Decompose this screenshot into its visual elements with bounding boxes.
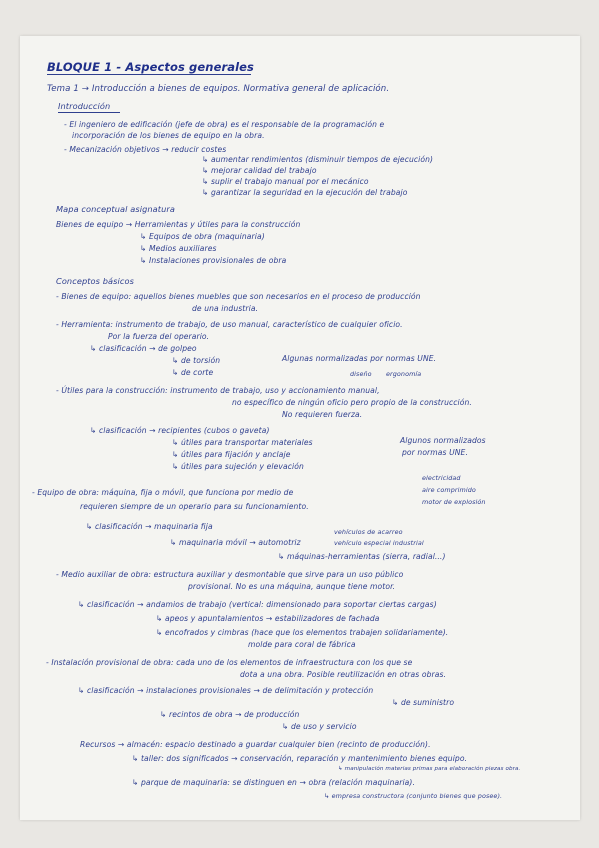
note-line: - Instalación provisional de obra: cada uno de los elementos de infraestructura con los que se xyxy=(46,658,413,667)
note-annotation: aire comprimido xyxy=(422,486,476,494)
note-line: ↳ útiles para transportar materiales xyxy=(172,438,313,447)
note-line: por normas UNE. xyxy=(402,448,468,457)
note-line: ↳ recintos de obra → de producción xyxy=(160,710,300,719)
note-line: de una industria. xyxy=(192,304,259,313)
note-line: no específico de ningún oficio pero propio de la construcción. xyxy=(232,398,472,407)
note-line: ↳ parque de maquinaria: se distinguen en → obra (relación maquinaria). xyxy=(132,778,416,787)
note-line: ↳ clasificación → maquinaria fija xyxy=(86,522,213,531)
note-line: ↳ de uso y servicio xyxy=(282,722,357,731)
title-underline xyxy=(47,74,251,75)
note-line: - Equipo de obra: máquina, fija o móvil, que funciona por medio de xyxy=(32,488,294,497)
note-line: ↳ máquinas-herramientas (sierra, radial...) xyxy=(278,552,446,561)
note-line: ↳ garantizar la seguridad en la ejecución del trabajo xyxy=(202,188,408,197)
note-line: ↳ taller: dos significados → conservación, reparación y mantenimiento bienes equipo. xyxy=(132,754,468,763)
note-line: ↳ útiles para sujeción y elevación xyxy=(172,462,304,471)
note-line: ↳ clasificación → andamios de trabajo (vertical: dimensionado para soportar ciertas cargas) xyxy=(78,600,437,609)
note-line: dota a una obra. Posible reutilización en otras obras. xyxy=(240,670,447,679)
note-annotation: vehículos de acarreo xyxy=(334,528,403,536)
note-line: ↳ útiles para fijación y anclaje xyxy=(172,450,291,459)
note-line: ↳ Equipos de obra (maquinaria) xyxy=(140,232,265,241)
note-line: Algunas normalizadas por normas UNE. xyxy=(282,354,437,363)
note-line: ↳ empresa constructora (conjunto bienes que posee). xyxy=(324,792,503,800)
topic-heading: Tema 1 → Introducción a bienes de equipos. Normativa general de aplicación. xyxy=(47,84,390,94)
note-line: requieren siempre de un operario para su funcionamiento. xyxy=(80,502,309,511)
section-heading: Mapa conceptual asignatura xyxy=(56,204,175,214)
note-line: ↳ Instalaciones provisionales de obra xyxy=(140,256,287,265)
note-line: No requieren fuerza. xyxy=(282,410,363,419)
note-line: molde para coral de fábrica xyxy=(248,640,356,649)
note-line: ↳ suplir el trabajo manual por el mecánico xyxy=(202,177,369,186)
note-line: Bienes de equipo → Herramientas y útiles para la construcción xyxy=(56,220,301,229)
note-line: incorporación de los bienes de equipo en la obra. xyxy=(72,131,265,140)
note-annotation: motor de explosión xyxy=(422,498,486,506)
note-annotation: ergonomía xyxy=(386,370,422,378)
section-heading: Introducción xyxy=(58,101,111,111)
section-underline xyxy=(58,112,120,113)
note-line: ↳ manipulación materias primas para elaboración piezas obra. xyxy=(338,766,521,772)
note-line: ↳ maquinaria móvil → automotriz xyxy=(170,538,301,547)
note-line: ↳ aumentar rendimientos (disminuir tiempos de ejecución) xyxy=(202,155,434,164)
note-line: ↳ de suministro xyxy=(392,698,455,707)
note-sheet xyxy=(20,36,580,820)
note-line: ↳ Medios auxiliares xyxy=(140,244,217,253)
note-line: - El ingeniero de edificación (jefe de obra) es el responsable de la programación e xyxy=(64,120,385,129)
section-heading: Conceptos básicos xyxy=(56,276,134,286)
note-line: ↳ encofrados y cimbras (hace que los elementos trabajen solidariamente). xyxy=(156,628,449,637)
note-line: ↳ de corte xyxy=(172,368,214,377)
page-title: BLOQUE 1 - Aspectos generales xyxy=(47,60,254,74)
note-line: ↳ clasificación → de golpeo xyxy=(90,344,197,353)
note-annotation: vehículo especial industrial xyxy=(334,539,424,547)
note-line: ↳ clasificación → instalaciones provisionales → de delimitación y protección xyxy=(78,686,374,695)
note-line: Por la fuerza del operario. xyxy=(108,332,210,341)
note-line: ↳ mejorar calidad del trabajo xyxy=(202,166,317,175)
note-line: - Bienes de equipo: aquellos bienes muebles que son necesarios en el proceso de producción xyxy=(56,292,421,301)
note-line: ↳ de torsión xyxy=(172,356,221,365)
note-line: - Útiles para la construcción: instrumento de trabajo, uso y accionamiento manual, xyxy=(56,386,380,395)
note-line: - Herramienta: instrumento de trabajo, de uso manual, característico de cualquier oficio. xyxy=(56,320,403,329)
note-line: provisional. No es una máquina, aunque tiene motor. xyxy=(188,582,396,591)
note-annotation: electricidad xyxy=(422,474,461,482)
note-line: Algunos normalizados xyxy=(400,436,486,445)
note-line: Recursos → almacén: espacio destinado a guardar cualquier bien (recinto de producción). xyxy=(80,740,431,749)
note-line: - Medio auxiliar de obra: estructura auxiliar y desmontable que sirve para un uso público xyxy=(56,570,404,579)
note-line: ↳ clasificación → recipientes (cubos o gaveta) xyxy=(90,426,270,435)
note-line: ↳ apeos y apuntalamientos → estabilizadores de fachada xyxy=(156,614,380,623)
note-annotation: diseño xyxy=(350,370,372,378)
note-line: - Mecanización objetivos → reducir costes xyxy=(64,145,227,154)
